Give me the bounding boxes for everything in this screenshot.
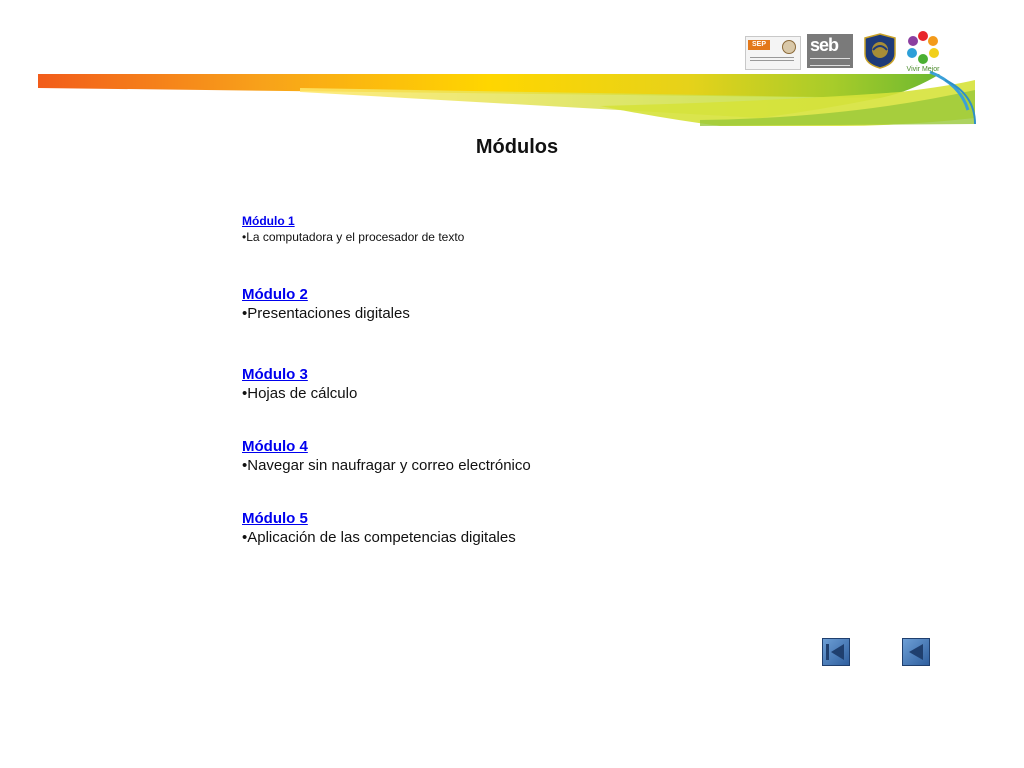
unam-logo [861, 32, 899, 70]
module-item-5 [242, 509, 516, 547]
previous-button[interactable] [902, 638, 930, 666]
module-item-3 [242, 365, 357, 403]
triangle-left-icon [903, 639, 929, 665]
vivir-mejor-label: Vivir Mejor [906, 66, 940, 73]
flower-icon [903, 30, 943, 66]
seb-mark: seb [810, 35, 839, 55]
module-item-4 [242, 437, 531, 475]
module-1-description: •La computadora y el procesador de texto [242, 230, 465, 244]
back-button[interactable] [822, 638, 850, 666]
module-2-description: •Presentaciones digitales [242, 305, 410, 322]
vivir-mejor-logo [903, 30, 943, 80]
module-5-link[interactable]: Módulo 5 [242, 510, 308, 527]
sep-logo [745, 36, 801, 70]
eagle-icon [782, 40, 796, 54]
sep-mark: SEP [748, 40, 770, 50]
module-1-link[interactable]: Módulo 1 [242, 214, 295, 228]
page-title: Módulos [475, 136, 559, 158]
module-5-description: •Aplicación de las competencias digitales [242, 529, 516, 546]
module-2-link[interactable]: Módulo 2 [242, 286, 308, 303]
seb-logo [807, 34, 853, 68]
module-item-1 [242, 213, 464, 245]
module-3-description: •Hojas de cálculo [242, 385, 358, 402]
module-3-link[interactable]: Módulo 3 [242, 366, 308, 383]
module-4-description: •Navegar sin naufragar y correo electrónico [242, 457, 531, 474]
module-item-2 [242, 285, 410, 323]
triangle-left-icon [823, 639, 849, 665]
module-4-link[interactable]: Módulo 4 [242, 438, 308, 455]
